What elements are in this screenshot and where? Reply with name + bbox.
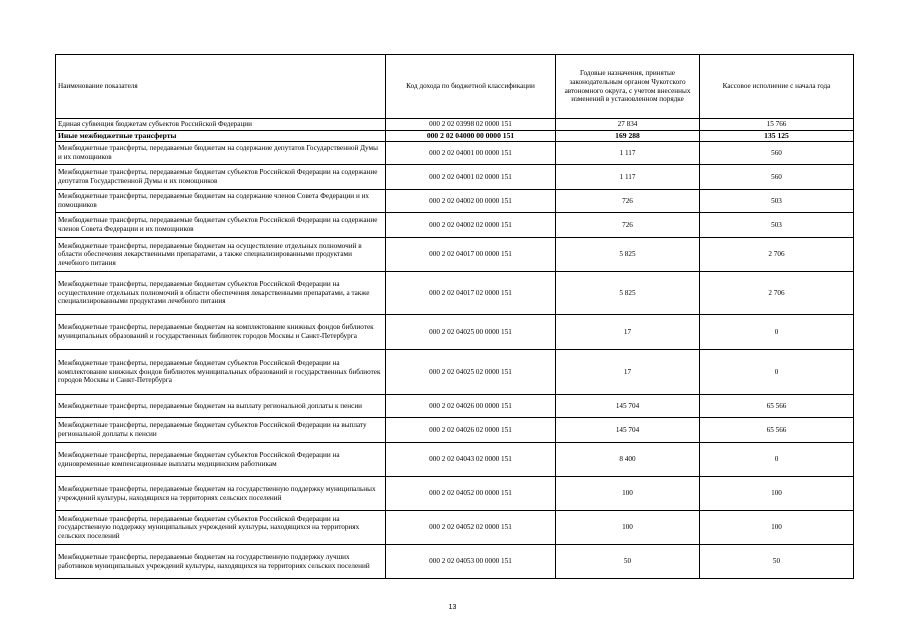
table-header-row xyxy=(56,55,854,119)
table-row xyxy=(56,477,854,511)
table-row xyxy=(56,238,854,272)
income-code-cell: 000 2 02 04025 00 0000 151 xyxy=(386,315,556,350)
cash-execution-cell: 100 xyxy=(700,477,854,511)
header-indicator-name: Наименование показателя xyxy=(56,55,386,119)
indicator-name-cell: Межбюджетные трансферты, передаваемые бюджетам субъектов Российской Федерации на единовременные компенсационные выплаты медицинским работникам xyxy=(56,443,386,477)
indicator-name-cell: Межбюджетные трансферты, передаваемые бюджетам на государственную поддержку муниципальных учреждений культуры, находящихся на территориях сельских поселений xyxy=(56,477,386,511)
annual-plan-cell: 1 117 xyxy=(556,165,700,190)
indicator-name-cell: Межбюджетные трансферты, передаваемые бюджетам на комплектование книжных фондов библиотек муниципальных образований и государственных библиотек городов Москвы и Санкт-Петербурга xyxy=(56,315,386,350)
table-row xyxy=(56,272,854,315)
income-code-cell: 000 2 02 04025 02 0000 151 xyxy=(386,350,556,395)
cash-execution-cell: 135 125 xyxy=(700,131,854,142)
cash-execution-cell: 560 xyxy=(700,142,854,165)
annual-plan-cell: 169 288 xyxy=(556,131,700,142)
cash-execution-cell: 65 566 xyxy=(700,395,854,418)
income-code-cell: 000 2 02 04002 02 0000 151 xyxy=(386,213,556,238)
annual-plan-cell: 5 825 xyxy=(556,272,700,315)
income-code-cell: 000 2 02 04052 00 0000 151 xyxy=(386,477,556,511)
page-number: 13 xyxy=(448,604,457,611)
cash-execution-cell: 100 xyxy=(700,511,854,545)
indicator-name-cell: Межбюджетные трансферты, передаваемые бюджетам субъектов Российской Федерации на содержание депутатов Государственной Думы и их помощников xyxy=(56,165,386,190)
table-row xyxy=(56,545,854,579)
income-code-cell: 000 2 02 04026 00 0000 151 xyxy=(386,395,556,418)
indicator-name-cell: Межбюджетные трансферты, передаваемые бюджетам субъектов Российской Федерации на комплектование книжных фондов библиотек муниципальных образований и государственных библиотек городов Москвы и Санкт-Петербурга xyxy=(56,350,386,395)
cash-execution-cell: 560 xyxy=(700,165,854,190)
income-code-cell: 000 2 02 04017 02 0000 151 xyxy=(386,272,556,315)
indicator-name-cell: Межбюджетные трансферты, передаваемые бюджетам на выплату региональной доплаты к пенсии xyxy=(56,395,386,418)
indicator-name-cell: Межбюджетные трансферты, передаваемые бюджетам на осуществление отдельных полномочий в области обеспечения лекарственными препаратами, а также специализированными продуктами лечебного питания xyxy=(56,238,386,272)
indicator-name-cell: Межбюджетные трансферты, передаваемые бюджетам на содержание депутатов Государственной Думы и их помощников xyxy=(56,142,386,165)
cash-execution-cell: 0 xyxy=(700,350,854,395)
table-row xyxy=(56,395,854,418)
annual-plan-cell: 17 xyxy=(556,350,700,395)
income-code-cell: 000 2 02 04001 02 0000 151 xyxy=(386,165,556,190)
table-row xyxy=(56,190,854,213)
annual-plan-cell: 145 704 xyxy=(556,418,700,443)
annual-plan-cell: 726 xyxy=(556,213,700,238)
table-row xyxy=(56,119,854,131)
cash-execution-cell: 0 xyxy=(700,315,854,350)
indicator-name-cell: Иные межбюджетные трансферты xyxy=(56,131,386,142)
annual-plan-cell: 100 xyxy=(556,511,700,545)
income-code-cell: 000 2 02 04002 00 0000 151 xyxy=(386,190,556,213)
table-row xyxy=(56,350,854,395)
annual-plan-cell: 27 834 xyxy=(556,119,700,131)
annual-plan-cell: 5 825 xyxy=(556,238,700,272)
indicator-name-cell: Межбюджетные трансферты, передаваемые бюджетам на государственную поддержку лучших работников муниципальных учреждений культуры, находящихся на территориях сельских поселений xyxy=(56,545,386,579)
income-code-cell: 000 2 02 04043 02 0000 151 xyxy=(386,443,556,477)
indicator-name-cell: Межбюджетные трансферты, передаваемые бюджетам субъектов Российской Федерации на государственную поддержку муниципальных учреждений культуры, находящихся на территориях сельских поселений xyxy=(56,511,386,545)
cash-execution-cell: 65 566 xyxy=(700,418,854,443)
header-annual-plan: Годовые назначения, принятые законодательным органом Чукотского автономного округа, с учетом внесенных изменений в установленном порядке xyxy=(556,55,700,119)
indicator-name-cell: Межбюджетные трансферты, передаваемые бюджетам субъектов Российской Федерации на содержание членов Совета Федерации и их помощников xyxy=(56,213,386,238)
indicator-name-cell: Межбюджетные трансферты, передаваемые бюджетам субъектов Российской Федерации на выплату региональной доплаты к пенсии xyxy=(56,418,386,443)
table-row xyxy=(56,213,854,238)
table-row xyxy=(56,142,854,165)
income-code-cell: 000 2 02 04017 00 0000 151 xyxy=(386,238,556,272)
cash-execution-cell: 15 766 xyxy=(700,119,854,131)
header-income-code: Код дохода по бюджетной классификации xyxy=(386,55,556,119)
budget-table xyxy=(55,54,854,579)
table-row xyxy=(56,443,854,477)
indicator-name-cell: Единая субвенция бюджетам субъектов Российской Федерации xyxy=(56,119,386,131)
income-code-cell: 000 2 02 04052 02 0000 151 xyxy=(386,511,556,545)
table-row xyxy=(56,418,854,443)
table-row xyxy=(56,165,854,190)
indicator-name-cell: Межбюджетные трансферты, передаваемые бюджетам субъектов Российской Федерации на осуществление отдельных полномочий в области обеспечения лекарственными препаратами, а также специализированными продуктами лечебного питания xyxy=(56,272,386,315)
indicator-name-cell: Межбюджетные трансферты, передаваемые бюджетам на содержание членов Совета Федерации и их помощников xyxy=(56,190,386,213)
annual-plan-cell: 726 xyxy=(556,190,700,213)
annual-plan-cell: 17 xyxy=(556,315,700,350)
annual-plan-cell: 8 400 xyxy=(556,443,700,477)
income-code-cell: 000 2 02 04053 00 0000 151 xyxy=(386,545,556,579)
header-cash-execution: Кассовое исполнение с начала года xyxy=(700,55,854,119)
income-code-cell: 000 2 02 04026 02 0000 151 xyxy=(386,418,556,443)
cash-execution-cell: 2 706 xyxy=(700,272,854,315)
income-code-cell: 000 2 02 04000 00 0000 151 xyxy=(386,131,556,142)
annual-plan-cell: 1 117 xyxy=(556,142,700,165)
table-row xyxy=(56,131,854,142)
table-row xyxy=(56,315,854,350)
cash-execution-cell: 503 xyxy=(700,190,854,213)
cash-execution-cell: 50 xyxy=(700,545,854,579)
annual-plan-cell: 145 704 xyxy=(556,395,700,418)
annual-plan-cell: 50 xyxy=(556,545,700,579)
cash-execution-cell: 503 xyxy=(700,213,854,238)
table-row xyxy=(56,511,854,545)
cash-execution-cell: 0 xyxy=(700,443,854,477)
cash-execution-cell: 2 706 xyxy=(700,238,854,272)
income-code-cell: 000 2 02 04001 00 0000 151 xyxy=(386,142,556,165)
income-code-cell: 000 2 02 03998 02 0000 151 xyxy=(386,119,556,131)
annual-plan-cell: 100 xyxy=(556,477,700,511)
